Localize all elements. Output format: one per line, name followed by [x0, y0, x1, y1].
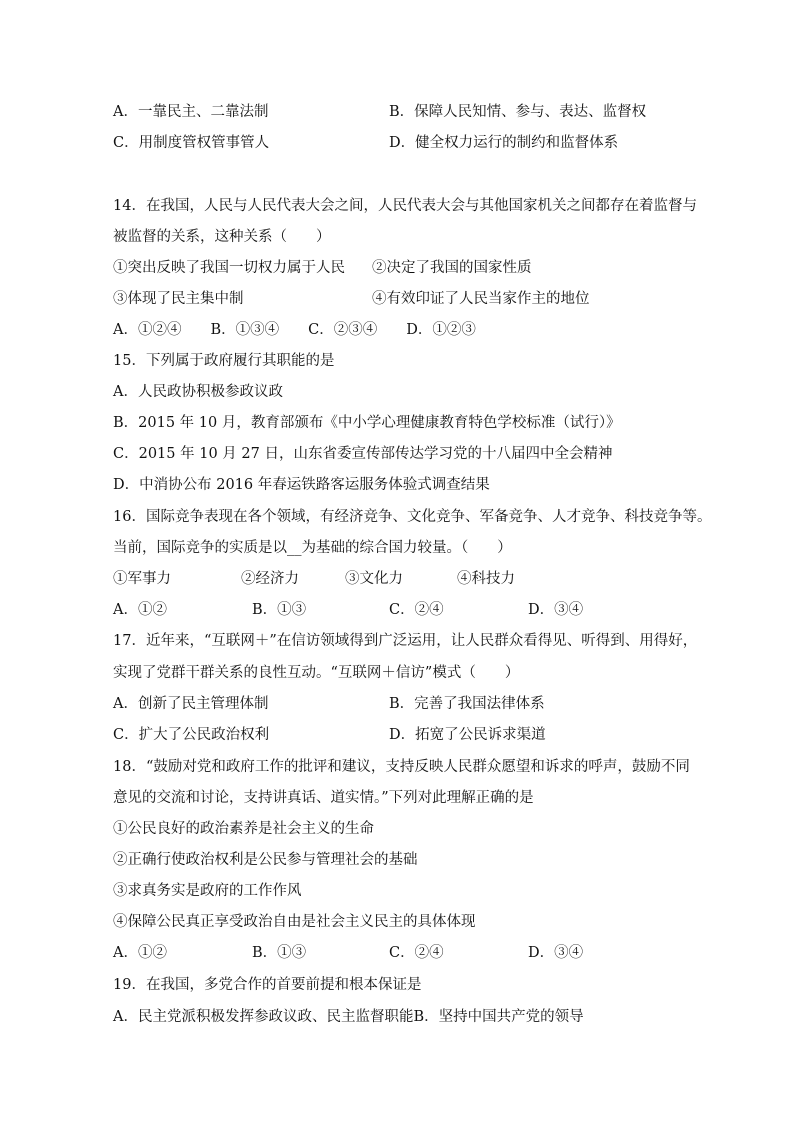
q17-option-c: C．扩大了公民政治权利	[113, 727, 270, 743]
q16-item-2: ②经济力	[241, 571, 299, 587]
q15-stem: 15．下列属于政府履行其职能的是	[113, 353, 335, 369]
q19-stem: 19．在我国，多党合作的首要前提和根本保证是	[113, 977, 422, 993]
q18-item-1: ①公民良好的政治素养是社会主义的生命	[113, 821, 374, 837]
q16-stem-line2: 当前，国际竞争的实质是以__为基础的综合国力较量。（ ）	[113, 540, 512, 556]
q16-item-3: ③文化力	[345, 571, 403, 587]
q18-item-2: ②正确行使政治权利是公民参与管理社会的基础	[113, 852, 418, 868]
q14-item-1: ①突出反映了我国一切权力属于人民	[113, 260, 345, 276]
q18-option-c: C．②④	[389, 945, 444, 961]
q18-stem-line2: 意见的交流和讨论，支持讲真话、道实情。”下列对此理解正确的是	[113, 790, 534, 806]
q14-item-2: ②决定了我国的国家性质	[372, 260, 532, 276]
q16-option-b: B．①③	[252, 602, 307, 618]
q16-option-d: D．③④	[528, 602, 584, 618]
q16-item-4: ④科技力	[457, 571, 515, 587]
q14-item-3: ③体现了民主集中制	[113, 291, 244, 307]
q13-option-c: C．用制度管权管事管人	[113, 135, 270, 151]
q19-options-ab: A．民主党派积极发挥参政议政、民主监督职能B．坚持中国共产党的领导	[113, 1009, 584, 1025]
q13-option-b: B．保障人民知情、参与、表达、监督权	[389, 104, 647, 120]
q17-option-d: D．拓宽了公民诉求渠道	[389, 727, 546, 743]
q18-stem-line1: 18．“鼓励对党和政府工作的批评和建议，支持反映人民群众愿望和诉求的呼声，鼓励不同	[113, 759, 690, 775]
q17-option-a: A．创新了民主管理体制	[113, 696, 269, 712]
q18-option-b: B．①③	[252, 945, 307, 961]
q18-item-3: ③求真务实是政府的工作作风	[113, 883, 302, 899]
q16-stem-line1: 16．国际竞争表现在各个领域，有经济竞争、文化竞争、军备竞争、人才竞争、科技竞争等。	[113, 509, 712, 525]
q17-option-b: B．完善了我国法律体系	[389, 696, 545, 712]
q15-option-d: D．中消协公布 2016 年春运铁路客运服务体验式调查结果	[113, 477, 490, 493]
q15-option-b: B．2015 年 10 月，教育部颁布《中小学心理健康教育特色学校标准（试行）》	[113, 415, 621, 431]
q18-option-d: D．③④	[528, 945, 584, 961]
q16-item-1: ①军事力	[113, 571, 171, 587]
q16-option-a: A．①②	[113, 602, 167, 618]
q13-option-a: A．一靠民主、二靠法制	[113, 104, 269, 120]
q15-option-c: C．2015 年 10 月 27 日，山东省委宣传部传达学习党的十八届四中全会精神	[113, 446, 613, 462]
q14-stem-line1: 14．在我国，人民与人民代表大会之间，人民代表大会与其他国家机关之间都存在着监督与	[113, 198, 697, 214]
q13-option-d: D．健全权力运行的制约和监督体系	[389, 135, 619, 151]
q15-option-a: A．人民政协积极参政议政	[113, 384, 283, 400]
q16-option-c: C．②④	[389, 602, 444, 618]
q14-options: A．①②④ B．①③④ C．②③④ D．①②③	[113, 322, 476, 338]
q17-stem-line1: 17．近年来，“互联网＋”在信访领域得到广泛运用，让人民群众看得见、听得到、用得好，	[113, 633, 698, 649]
q17-stem-line2: 实现了党群干群关系的良性互动。“互联网＋信访”模式（ ）	[113, 665, 520, 681]
q18-option-a: A．①②	[113, 945, 167, 961]
q18-item-4: ④保障公民真正享受政治自由是社会主义民主的具体体现	[113, 914, 476, 930]
q14-stem-line2: 被监督的关系，这种关系（ ）	[113, 229, 331, 245]
q14-item-4: ④有效印证了人民当家作主的地位	[372, 291, 590, 307]
